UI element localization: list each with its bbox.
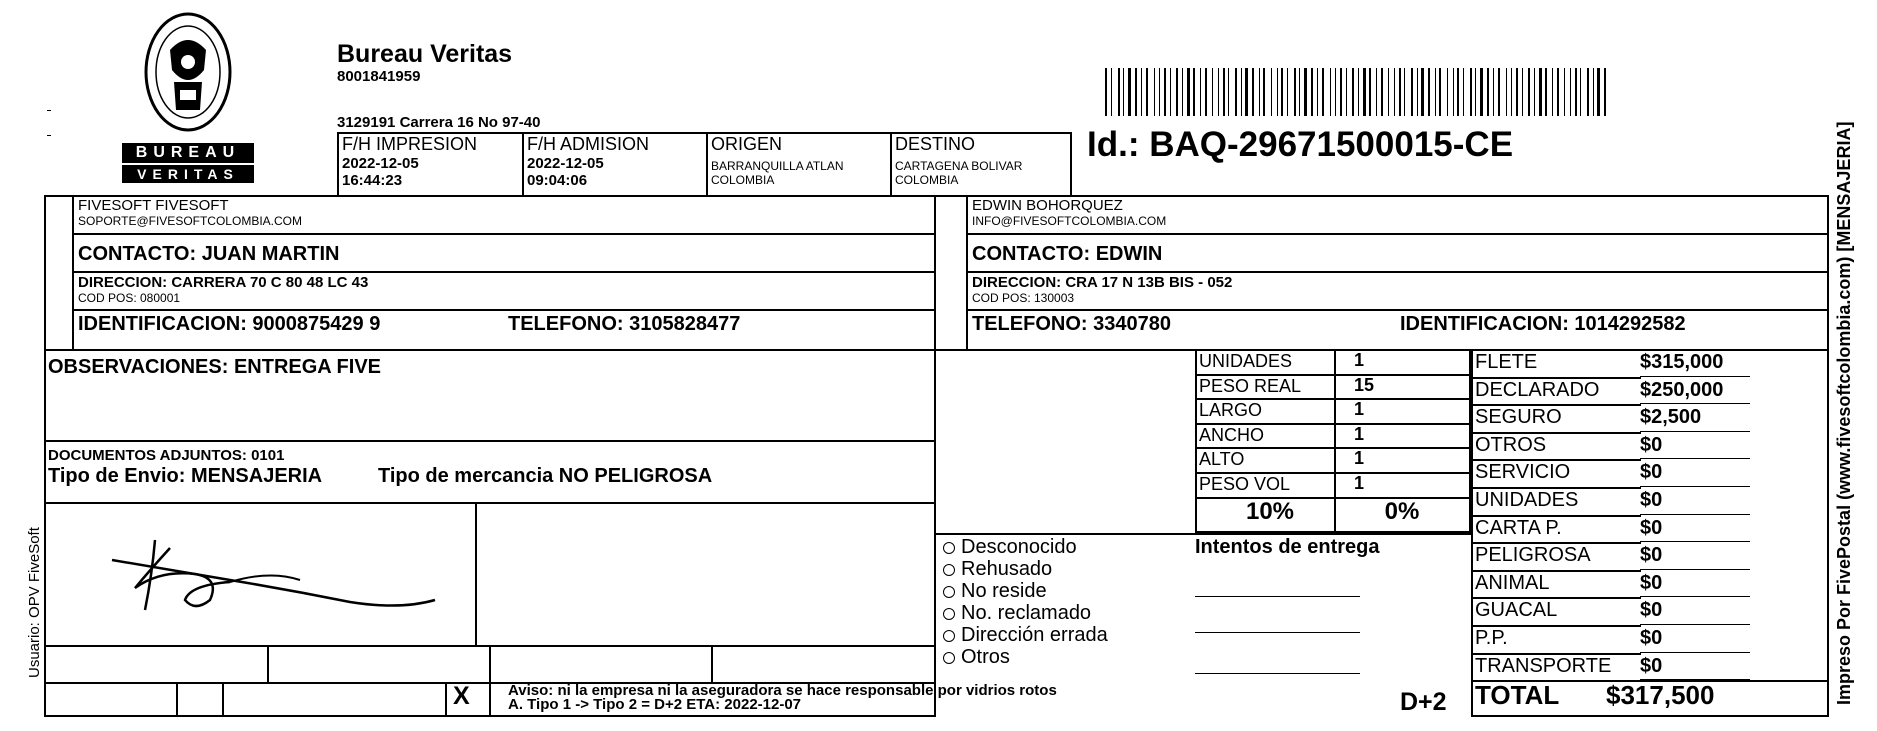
recipient-email: INFO@FIVESOFTCOLOMBIA.COM bbox=[972, 214, 1167, 228]
return-reason-option[interactable] bbox=[943, 646, 1010, 669]
measure-value: 1 bbox=[1354, 423, 1365, 444]
destino-country: COLOMBIA bbox=[895, 173, 959, 187]
percent-a: 10% bbox=[1245, 498, 1295, 525]
signature bbox=[100, 530, 440, 620]
impresion-date: 2022-12-05 bbox=[342, 155, 419, 172]
return-reason-option[interactable] bbox=[943, 602, 1091, 625]
measure-label: LARGO bbox=[1199, 400, 1263, 421]
charge-value: $0 bbox=[1640, 654, 1663, 677]
recipient-postal: COD POS: 130003 bbox=[972, 291, 1075, 305]
recipient-identification: IDENTIFICACION: 1014292582 bbox=[1400, 313, 1686, 335]
return-reason-option[interactable] bbox=[943, 624, 1108, 647]
documents: DOCUMENTOS ADJUNTOS: 0101 bbox=[48, 447, 285, 464]
sender-address: DIRECCION: CARRERA 70 C 80 48 LC 43 bbox=[78, 274, 369, 291]
shipping-type: Tipo de Envio: MENSAJERIA bbox=[48, 465, 323, 487]
sender-postal: COD POS: 080001 bbox=[78, 291, 181, 305]
recipient-address-cell bbox=[972, 274, 1232, 305]
company-nit: 8001841959 bbox=[337, 68, 421, 85]
radio-icon[interactable] bbox=[943, 608, 955, 620]
seal-icon bbox=[118, 10, 258, 138]
sender-identification: IDENTIFICACION: 9000875429 9 bbox=[78, 313, 381, 335]
charge-label: FLETE bbox=[1475, 351, 1538, 373]
return-reason-label: Otros bbox=[961, 646, 1010, 668]
measure-value: 1 bbox=[1354, 399, 1365, 420]
origen-city: BARRANQUILLA ATLAN bbox=[711, 159, 844, 173]
impresion-label: F/H IMPRESION bbox=[342, 134, 478, 154]
margin-ticks bbox=[47, 110, 51, 136]
sender-address-cell bbox=[78, 274, 368, 305]
measure-value: 1 bbox=[1354, 350, 1365, 370]
total-label: TOTAL bbox=[1475, 680, 1560, 710]
recipient-name: EDWIN BOHORQUEZ bbox=[972, 197, 1123, 214]
observations: OBSERVACIONES: ENTREGA FIVE bbox=[48, 356, 382, 378]
measure-label: PESO VOL bbox=[1199, 474, 1291, 494]
return-reason-label: Rehusado bbox=[961, 558, 1053, 580]
charge-label: SEGURO bbox=[1475, 406, 1562, 429]
recipient-address: DIRECCION: CRA 17 N 13B BIS - 052 bbox=[972, 274, 1233, 291]
bureau-veritas-logo bbox=[118, 10, 258, 185]
charge-label: P.P. bbox=[1475, 627, 1508, 649]
return-reason-option[interactable] bbox=[943, 536, 1077, 559]
charge-label: SERVICIO bbox=[1475, 461, 1571, 484]
percent-b: 0% bbox=[1384, 498, 1420, 525]
recipient-phone: TELEFONO: 3340780 bbox=[972, 313, 1171, 335]
measure-value: 1 bbox=[1354, 448, 1365, 469]
sender-name-cell bbox=[78, 197, 302, 228]
logo-name-bottom: VERITAS bbox=[122, 165, 254, 183]
notice-line2: A. Tipo 1 -> Tipo 2 = D+2 ETA: 2022-12-07 bbox=[508, 696, 802, 713]
user-label: Usuario: OPV FiveSoft bbox=[26, 527, 43, 678]
company-name: Bureau Veritas bbox=[337, 40, 513, 68]
measure-value: 15 bbox=[1354, 374, 1375, 395]
radio-icon[interactable] bbox=[943, 542, 955, 554]
destino-cell bbox=[895, 134, 1022, 187]
charge-label: PELIGROSA bbox=[1475, 544, 1591, 567]
return-reason-label: No reside bbox=[961, 580, 1047, 602]
admision-time: 09:04:06 bbox=[527, 172, 588, 189]
mark-x: X bbox=[453, 682, 470, 710]
charge-value: $0 bbox=[1640, 599, 1663, 622]
impresion-cell bbox=[342, 134, 477, 189]
charge-value: $0 bbox=[1640, 544, 1663, 567]
charge-value: $315,000 bbox=[1640, 351, 1724, 373]
total-value: $317,500 bbox=[1606, 680, 1715, 710]
charge-value: $0 bbox=[1640, 627, 1663, 649]
admision-cell bbox=[527, 134, 649, 189]
company-phone-address: 3129191 Carrera 16 No 97-40 bbox=[337, 114, 541, 131]
sender-contact: CONTACTO: JUAN MARTIN bbox=[78, 243, 340, 265]
printed-by: Impreso Por FivePostal (www.fivesoftcolombia.com) [MENSAJERIA] bbox=[1834, 121, 1854, 705]
measure-value: 1 bbox=[1354, 473, 1365, 493]
origen-label: ORIGEN bbox=[711, 134, 783, 154]
destino-city: CARTAGENA BOLIVAR bbox=[895, 159, 1023, 173]
radio-icon[interactable] bbox=[943, 564, 955, 576]
return-reason-option[interactable] bbox=[943, 580, 1047, 603]
return-reason-label: Desconocido bbox=[961, 536, 1077, 558]
charge-value: $0 bbox=[1640, 516, 1663, 539]
destino-label: DESTINO bbox=[895, 134, 976, 154]
goods-type: Tipo de mercancia NO PELIGROSA bbox=[378, 465, 713, 487]
charge-label: OTROS bbox=[1475, 433, 1547, 456]
d-plus: D+2 bbox=[1400, 688, 1447, 716]
charge-label: GUACAL bbox=[1475, 599, 1558, 622]
return-reason-option[interactable] bbox=[943, 558, 1052, 581]
radio-icon[interactable] bbox=[943, 630, 955, 642]
recipient-name-cell bbox=[972, 197, 1166, 228]
measure-label: PESO REAL bbox=[1199, 375, 1302, 396]
origen-cell bbox=[711, 134, 844, 187]
charge-label: CARTA P. bbox=[1475, 516, 1562, 539]
logo-name-top: BUREAU bbox=[122, 143, 254, 163]
charge-value: $0 bbox=[1640, 433, 1663, 456]
impresion-time: 16:44:23 bbox=[342, 172, 403, 189]
charge-label: TRANSPORTE bbox=[1475, 654, 1612, 677]
charge-value: $250,000 bbox=[1640, 378, 1724, 401]
measure-label: UNIDADES bbox=[1199, 351, 1293, 371]
admision-label: F/H ADMISION bbox=[527, 134, 650, 154]
charge-label: DECLARADO bbox=[1475, 378, 1600, 401]
guide-id: Id.: BAQ-29671500015-CE bbox=[1087, 125, 1514, 164]
notice bbox=[508, 684, 1057, 712]
sender-email: SOPORTE@FIVESOFTCOLOMBIA.COM bbox=[78, 214, 302, 228]
measure-label: ANCHO bbox=[1199, 424, 1265, 445]
sender-phone: TELEFONO: 3105828477 bbox=[508, 313, 741, 335]
origen-country: COLOMBIA bbox=[711, 173, 775, 187]
radio-icon[interactable] bbox=[943, 652, 955, 664]
barcode bbox=[1105, 68, 1610, 116]
return-reason-label: No. reclamado bbox=[961, 602, 1092, 624]
measure-label: ALTO bbox=[1199, 449, 1245, 470]
admision-date: 2022-12-05 bbox=[527, 155, 604, 172]
charge-value: $0 bbox=[1640, 571, 1663, 594]
notice-line1: Aviso: ni la empresa ni la aseguradora se hace responsable por vidrios rotos bbox=[508, 682, 1057, 699]
sender-name: FIVESOFT FIVESOFT bbox=[78, 197, 229, 214]
radio-icon[interactable] bbox=[943, 586, 955, 598]
return-reason-label: Dirección errada bbox=[961, 624, 1108, 646]
attempts-label: Intentos de entrega bbox=[1195, 536, 1380, 558]
charge-label: UNIDADES bbox=[1475, 489, 1579, 511]
recipient-contact: CONTACTO: EDWIN bbox=[972, 243, 1163, 265]
charge-value: $0 bbox=[1640, 489, 1663, 511]
charge-label: ANIMAL bbox=[1475, 571, 1550, 594]
charge-value: $0 bbox=[1640, 461, 1663, 484]
charge-value: $2,500 bbox=[1640, 406, 1702, 429]
